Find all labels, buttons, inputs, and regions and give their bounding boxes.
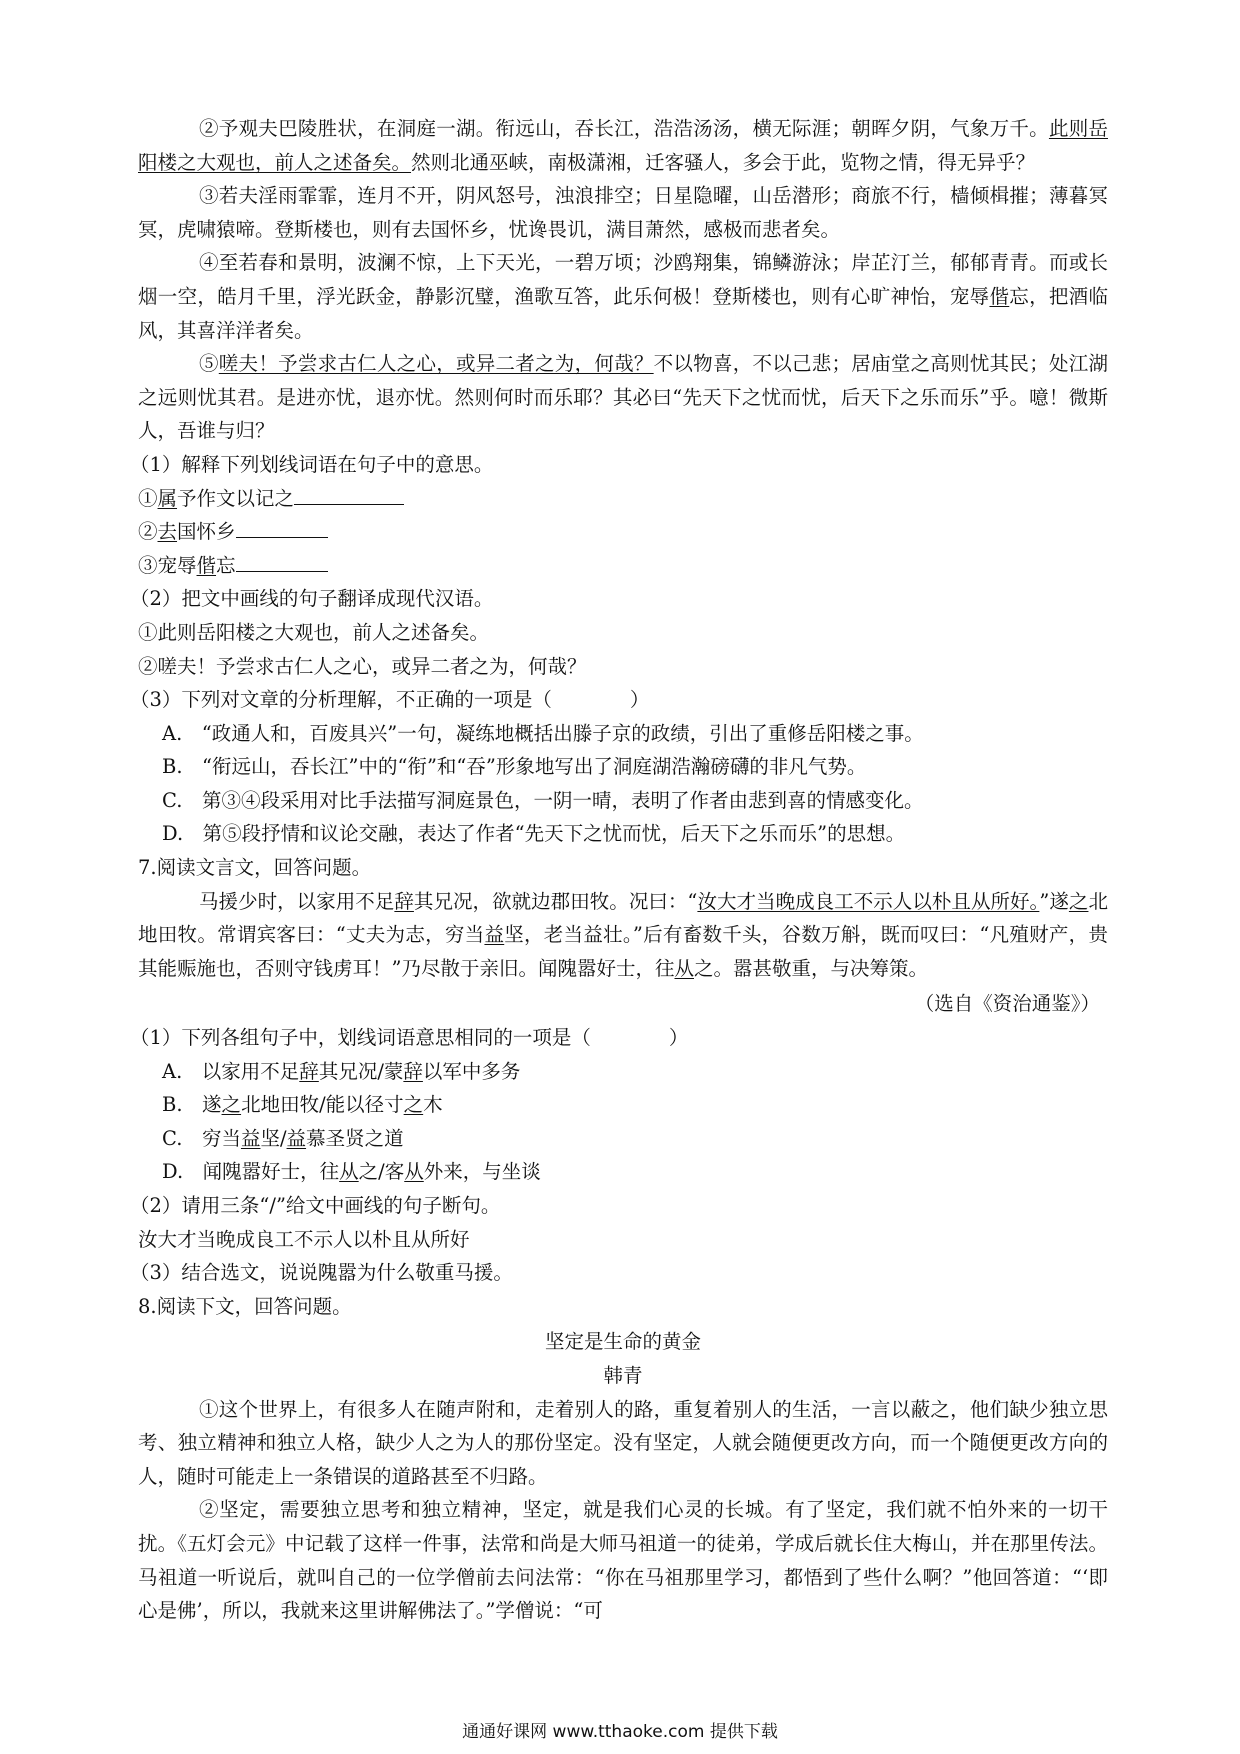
underlined-word: 偕 <box>196 553 217 577</box>
underlined-sentence: 此则岳阳楼之大观也，前人之述备矣。 <box>138 117 1108 174</box>
q7-passage: 马援少时，以家用不足辞其兄况，欲就边郡田牧。况曰：“汝大才当晚成良工不示人以朴且从所好。”遂之北地田牧。常谓宾客曰：“丈夫为志，穷当益坚，老当益壮。”后有畜数千头，谷数万斛，既而叹曰：“凡殖财产，贵其能赈施也，否则守钱虏耳！”乃尽散于亲旧。闻隗嚣好士，往从之。嚣甚敬重，与决筹策。 <box>138 889 1108 980</box>
article-author: 韩青 <box>603 1363 643 1387</box>
q7-source: （选自《资治通鉴》） <box>914 992 1100 1016</box>
underlined-word: 之 <box>221 1093 242 1117</box>
q6-subquestion-1: （1）解释下列划线词语在句子中的意思。 <box>130 452 494 476</box>
q6-option-c[interactable]: C. 第③④段采用对比手法描写洞庭景色，一阴一晴，表明了作者由悲到喜的情感变化。 <box>162 788 924 812</box>
q6-sub1-item-3: ③宠辱偕忘 <box>138 549 1108 583</box>
q7-option-c[interactable]: C. 穷当益坚/益慕圣贤之道 <box>162 1126 404 1150</box>
underlined-word: 益 <box>286 1126 307 1150</box>
q8-heading: 8.阅读下文，回答问题。 <box>138 1294 352 1318</box>
q7-option-d[interactable]: D. 闻隗嚣好士，往从之/客从外来，与坐谈 <box>162 1160 541 1184</box>
q7-subquestion-1: （1）下列各组句子中，划线词语意思相同的一项是（ ） <box>130 1026 689 1050</box>
q6-paragraph-4: ④至若春和景明，波澜不惊，上下天光，一碧万顷；沙鸥翔集，锦鳞游泳；岸芷汀兰，郁郁青青。而或长烟一空，皓月千里，浮光跃金，静影沉璧，渔歌互答，此乐何极！登斯楼也，则有心旷神怡，宠辱偕忘，把酒临风，其喜洋洋者矣。 <box>138 251 1108 342</box>
q7-heading: 7.阅读文言文，回答问题。 <box>138 856 372 880</box>
q6-subquestion-2: （2）把文中画线的句子翻译成现代汉语。 <box>130 587 494 611</box>
answer-blank[interactable] <box>294 482 404 505</box>
q6-subquestion-3: （3）下列对文章的分析理解，不正确的一项是（ ） <box>130 688 650 712</box>
q6-sub1-item-1: ①属予作文以记之 <box>138 482 1108 516</box>
underlined-sentence: 汝大才当晚成良工不示人以朴且从所好。 <box>697 889 1040 913</box>
underlined-sentence: 嗟夫！予尝求古仁人之心，或异二者之为，何哉？ <box>218 352 654 376</box>
q7-sub2-sentence: 汝大才当晚成良工不示人以朴且从所好 <box>138 1227 470 1251</box>
q7-option-b[interactable]: B. 遂之北地田牧/能以径寸之木 <box>162 1093 443 1117</box>
article-title: 坚定是生命的黄金 <box>544 1330 701 1354</box>
q6-paragraph-2: ②予观夫巴陵胜状，在洞庭一湖。衔远山，吞长江，浩浩汤汤，横无际涯；朝晖夕阴，气象万千。此则岳阳楼之大观也，前人之述备矣。然则北通巫峡，南极潇湘，迁客骚人，多会于此，览物之情，得无异乎？ <box>138 117 1108 174</box>
q7-subquestion-3: （3）结合选文，说说隗嚣为什么敬重马援。 <box>130 1261 513 1285</box>
underlined-word: 益 <box>240 1126 261 1150</box>
underlined-word: 属 <box>157 486 178 510</box>
underlined-word: 益 <box>484 923 505 947</box>
underlined-word: 从 <box>674 956 694 980</box>
q8-paragraph-1: ①这个世界上，有很多人在随声附和，走着别人的路，重复着别人的生活，一言以蔽之，他们缺少独立思考、独立精神和独立人格，缺少人之为人的那份坚定。没有坚定，人就会随便更改方向，而一个随便更改方向的人，随时可能走上一条错误的道路甚至不归路。 <box>138 1397 1108 1488</box>
underlined-word: 偕 <box>989 284 1010 308</box>
q8-paragraph-2: ②坚定，需要独立思考和独立精神，坚定，就是我们心灵的长城。有了坚定，我们就不怕外来的一切干扰。《五灯会元》中记载了这样一件事，法常和尚是大师马祖道一的徒弟，学成后就长住大梅山，并在那里传法。马祖道一听说后，就叫自己的一位学僧前去问法常：“你在马祖那里学习，都悟到了些什么啊？”他回答道：“‘即心是佛’，所以，我就来这里讲解佛法了。”学僧说：“可 <box>138 1498 1108 1623</box>
q6-paragraph-5: ⑤嗟夫！予尝求古仁人之心，或异二者之为，何哉？不以物喜，不以己悲；居庙堂之高则忧其民；处江湖之远则忧其君。是进亦忧，退亦忧。然则何时而乐耶？其必曰“先天下之忧而忧，后天下之乐而乐”乎。噫！微斯人，吾谁与归？ <box>138 352 1108 443</box>
q6-option-d[interactable]: D. 第⑤段抒情和议论交融，表达了作者“先天下之忧而忧，后天下之乐而乐”的思想。 <box>162 822 906 846</box>
underlined-word: 辞 <box>299 1059 319 1083</box>
answer-blank[interactable] <box>236 549 328 572</box>
q7-option-a[interactable]: A. 以家用不足辞其兄况/蒙辞以军中多务 <box>162 1059 521 1083</box>
underlined-word: 之 <box>403 1093 424 1117</box>
q6-option-a[interactable]: A. “政通人和，百废具兴”一句，凝练地概括出滕子京的政绩，引出了重修岳阳楼之事。 <box>162 721 924 745</box>
q6-sub2-item-1: ①此则岳阳楼之大观也，前人之述备矣。 <box>138 620 490 644</box>
q6-sub1-item-2: ②去国怀乡 <box>138 515 1108 549</box>
underlined-word: 之 <box>1068 889 1089 913</box>
underlined-word: 辞 <box>403 1059 423 1083</box>
q6-option-b[interactable]: B. “衔远山，吞长江”中的“衔”和“吞”形象地写出了洞庭湖浩瀚磅礴的非凡气势。 <box>162 755 867 779</box>
underlined-word: 从 <box>339 1160 359 1184</box>
q6-sub2-item-2: ②嗟夫！予尝求古仁人之心，或异二者之为，何哉？ <box>138 654 587 678</box>
q6-paragraph-3: ③若夫淫雨霏霏，连月不开，阴风怒号，浊浪排空；日星隐曜，山岳潜形；商旅不行，樯倾楫摧；薄暮冥冥，虎啸猿啼。登斯楼也，则有去国怀乡，忧谗畏讥，满目萧然，感极而悲者矣。 <box>138 184 1108 241</box>
underlined-word: 从 <box>404 1160 424 1184</box>
page-content <box>130 112 1108 1628</box>
underlined-word: 去 <box>157 520 178 544</box>
q7-subquestion-2: （2）请用三条“/”给文中画线的句子断句。 <box>130 1194 501 1217</box>
page-footer: 通通好课网 www.tthaoke.com 提供下载 <box>462 1722 778 1742</box>
answer-blank[interactable] <box>236 515 328 538</box>
underlined-word: 辞 <box>394 889 414 913</box>
